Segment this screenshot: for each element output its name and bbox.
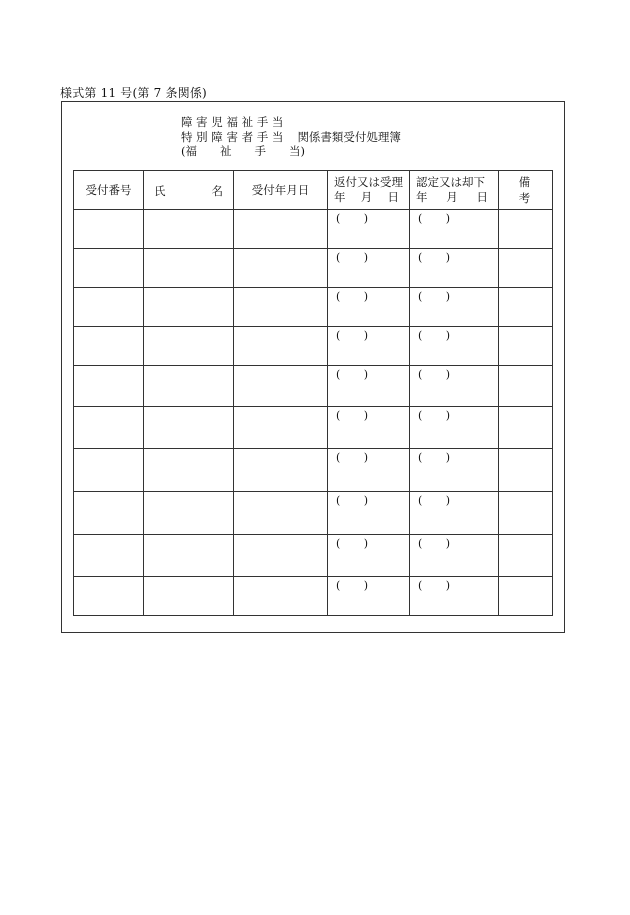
paren-close: ) [363,212,368,225]
paren-close: ) [363,329,368,342]
table-row [74,535,553,577]
paren-open: ( [418,409,423,422]
cell-receipt-number[interactable] [74,327,144,366]
paren-open: ( [336,537,341,550]
paren-close: ) [445,537,450,550]
date-paren [328,577,368,592]
date-paren [410,407,450,422]
paren-open: ( [336,451,341,464]
header-return-day: 日 [387,190,399,204]
header-return-title: 返付又は受理 [334,175,403,189]
paren-close: ) [445,251,450,264]
cell-approve-or-reject[interactable] [410,249,499,288]
header-name [144,171,234,210]
cell-approve-or-reject[interactable] [410,449,499,492]
cell-remarks[interactable] [499,210,553,249]
table-header-row [74,171,553,210]
cell-remarks[interactable] [499,492,553,535]
paren-close: ) [445,409,450,422]
date-paren [328,288,368,303]
cell-remarks[interactable] [499,577,553,616]
cell-receipt-number[interactable] [74,577,144,616]
cell-remarks[interactable] [499,535,553,577]
paren-close: ) [363,579,368,592]
header-return-month: 月 [360,190,373,204]
paren-close: ) [445,368,450,381]
reception-log-table [73,170,553,616]
cell-name[interactable] [144,577,234,616]
header-name-right: 名 [211,184,223,198]
cell-name[interactable] [144,327,234,366]
table-row [74,577,553,616]
paren-open: ( [418,251,423,264]
title-line-2-left: 特 別 障 害 者 手 当 [181,129,284,144]
paren-open: ( [418,368,423,381]
table-row [74,327,553,366]
header-remarks: 備考 [499,171,553,210]
date-paren [410,210,450,225]
cell-receipt-number[interactable] [74,249,144,288]
paren-close: ) [445,290,450,303]
paren-open: ( [418,290,423,303]
cell-name[interactable] [144,535,234,577]
paren-open: ( [336,290,341,303]
date-paren [410,249,450,264]
cell-receipt-number[interactable] [74,449,144,492]
paren-close: ) [363,494,368,507]
cell-return-or-accept[interactable] [328,535,410,577]
paren-close: ) [363,368,368,381]
header-approve-title: 認定又は却下 [416,175,485,189]
cell-receipt-date[interactable] [234,492,328,535]
title-line-2-right: 関係書類受付処理簿 [297,129,401,144]
header-return-year: 年 [334,190,346,204]
cell-receipt-date[interactable] [234,577,328,616]
cell-remarks[interactable] [499,288,553,327]
cell-receipt-number[interactable] [74,535,144,577]
cell-receipt-date[interactable] [234,210,328,249]
date-paren [410,366,450,381]
cell-receipt-number[interactable] [74,492,144,535]
cell-name[interactable] [144,407,234,449]
cell-receipt-date[interactable] [234,249,328,288]
date-paren [410,288,450,303]
cell-remarks[interactable] [499,407,553,449]
cell-receipt-number[interactable] [74,288,144,327]
paren-open: ( [336,212,341,225]
cell-name[interactable] [144,449,234,492]
date-paren [410,577,450,592]
table-row [74,407,553,449]
cell-return-or-accept[interactable] [328,366,410,407]
table-row [74,210,553,249]
paren-open: ( [336,409,341,422]
cell-receipt-number[interactable] [74,210,144,249]
cell-approve-or-reject[interactable] [410,407,499,449]
title-line-1: 障 害 児 福 祉 手 当 [181,115,284,129]
paren-close: ) [445,329,450,342]
table-row [74,366,553,407]
date-paren [328,210,368,225]
cell-approve-or-reject[interactable] [410,492,499,535]
cell-remarks[interactable] [499,366,553,407]
cell-return-or-accept[interactable] [328,327,410,366]
cell-remarks[interactable] [499,449,553,492]
cell-return-or-accept[interactable] [328,407,410,449]
table-row [74,249,553,288]
cell-receipt-date[interactable] [234,535,328,577]
paren-close: ) [445,212,450,225]
paren-open: ( [336,579,341,592]
cell-approve-or-reject[interactable] [410,535,499,577]
date-paren [328,535,368,550]
cell-receipt-date[interactable] [234,449,328,492]
paren-open: ( [418,329,423,342]
date-paren [328,492,368,507]
cell-name[interactable] [144,366,234,407]
table-body [74,210,553,616]
header-approve-year: 年 [416,190,428,204]
cell-receipt-date[interactable] [234,366,328,407]
header-approve-month: 月 [446,190,458,204]
header-name-left: 氏 [154,184,166,198]
paren-close: ) [363,409,368,422]
date-paren [328,249,368,264]
header-receipt-number: 受付番号 [74,171,144,210]
header-approve-day: 日 [476,190,488,204]
cell-approve-or-reject[interactable] [410,577,499,616]
date-paren [410,327,450,342]
cell-return-or-accept[interactable] [328,492,410,535]
title-line-2 [181,130,401,145]
cell-return-or-accept[interactable] [328,210,410,249]
header-receipt-date: 受付年月日 [234,171,328,210]
header-return-date-units [334,190,409,205]
header-approve-or-reject [410,171,499,210]
date-paren [328,449,368,464]
cell-remarks[interactable] [499,327,553,366]
table-row [74,288,553,327]
date-paren [410,449,450,464]
paren-close: ) [363,537,368,550]
date-paren [328,327,368,342]
cell-approve-or-reject[interactable] [410,327,499,366]
paren-close: ) [445,579,450,592]
paren-close: ) [445,494,450,507]
paren-open: ( [418,451,423,464]
title-line-3: (福 祉 手 当) [181,144,305,158]
cell-name[interactable] [144,210,234,249]
cell-receipt-date[interactable] [234,327,328,366]
paren-close: ) [363,290,368,303]
header-return-or-accept [328,171,410,210]
paren-close: ) [363,451,368,464]
cell-receipt-date[interactable] [234,288,328,327]
paren-open: ( [336,368,341,381]
paren-open: ( [418,537,423,550]
cell-approve-or-reject[interactable] [410,288,499,327]
cell-remarks[interactable] [499,249,553,288]
table-row [74,449,553,492]
cell-name[interactable] [144,288,234,327]
cell-approve-or-reject[interactable] [410,366,499,407]
date-paren [410,535,450,550]
cell-approve-or-reject[interactable] [410,210,499,249]
cell-receipt-number[interactable] [74,407,144,449]
paren-close: ) [445,451,450,464]
header-approve-date-units [416,190,498,205]
paren-open: ( [336,329,341,342]
cell-receipt-date[interactable] [234,407,328,449]
form-title [181,115,401,159]
paren-open: ( [336,494,341,507]
form-number-label: 様式第 11 号(第 7 条関係) [60,86,207,100]
date-paren [410,492,450,507]
table-row [74,492,553,535]
cell-return-or-accept[interactable] [328,249,410,288]
cell-name[interactable] [144,492,234,535]
paren-open: ( [418,494,423,507]
paren-open: ( [336,251,341,264]
date-paren [328,407,368,422]
paren-open: ( [418,579,423,592]
paren-open: ( [418,212,423,225]
cell-name[interactable] [144,249,234,288]
cell-return-or-accept[interactable] [328,449,410,492]
date-paren [328,366,368,381]
paren-close: ) [363,251,368,264]
cell-receipt-number[interactable] [74,366,144,407]
cell-return-or-accept[interactable] [328,288,410,327]
cell-return-or-accept[interactable] [328,577,410,616]
